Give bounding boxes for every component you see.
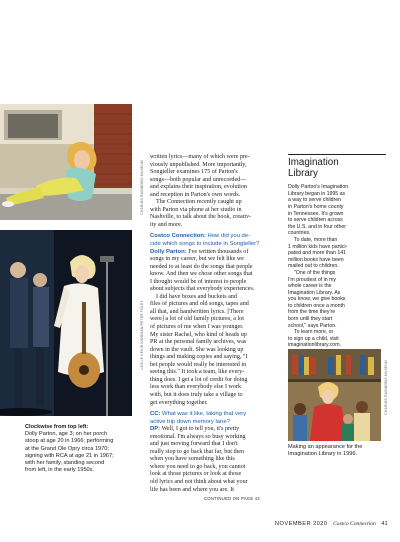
photo-porch-1966 <box>0 104 132 220</box>
continued-on-page: CONTINUED ON PAGE 42 <box>204 496 260 502</box>
article-line: know. And then we chose other songs that <box>150 271 253 278</box>
sidebar-line: to children once a month <box>288 302 345 309</box>
answer-text: Well, I got to tell you, it's pretty <box>161 426 240 433</box>
article-line: of pictures of me when I was younger. <box>150 324 244 331</box>
article-line: files of pictures and old songs, tapes and <box>150 301 249 308</box>
answer-line <box>150 249 274 257</box>
article-line: were] a lot of old family pictures, a lot <box>150 316 244 323</box>
sidebar-line: I'm proudest of in my <box>288 276 336 283</box>
caption-line: at the Grand Ole Opry circa 1970; <box>25 445 109 452</box>
article-line: and explains their inspiration, evolution <box>150 184 247 191</box>
sidebar-line: to serve children across <box>288 217 343 224</box>
answer-speaker-label: DP: <box>150 426 161 433</box>
article-line: about subjects that everybody experiences. <box>150 286 255 293</box>
footer-page-number: 41 <box>381 521 388 527</box>
sidebar-line: to sign up a child, visit <box>288 335 339 342</box>
article-line: seeing this." It took a team, like every- <box>150 369 245 376</box>
article-line: bet people would really be interested in <box>150 361 247 368</box>
article-line: really stop to go back that far, but then <box>150 448 245 455</box>
library-photo-art <box>288 349 381 441</box>
caption-line: stoop at age 20 in 1966; performing <box>25 438 114 445</box>
sidebar-line: you know, we give books <box>288 296 346 303</box>
sidebar-line: in Tennessee. It's grown <box>288 210 344 217</box>
article-line: The Connection recently caught up <box>156 199 242 206</box>
caption-line: signing with RCA at age 21 in 1967; <box>25 452 114 459</box>
question-line: active trip down memory lane? <box>150 418 230 425</box>
sidebar-line: imaginationlibrary.com. <box>288 342 341 349</box>
sidebar-line: Dolly Parton's Imagination <box>288 184 349 191</box>
article-line: emotional. I'm always so busy working <box>150 433 246 440</box>
article-line: and just moving forward that I don't <box>150 441 238 448</box>
sidebar-line: the U.S. and in four other <box>288 223 346 230</box>
caption-heading: Clockwise from top left: <box>25 424 89 430</box>
sidebar-line: "One of the things <box>294 269 336 276</box>
sidebar-line: Library began in 1995 as <box>288 190 346 197</box>
article-line: things and making copies and saying, "I <box>150 354 248 361</box>
article-line: songs in my career, but we felt like we <box>150 256 245 263</box>
caption-line: Dolly Parton, age 3; on her porch <box>25 431 108 438</box>
footer-issue-date: NOVEMBER 2020 <box>275 521 328 527</box>
sidebar-line: from the time they're <box>288 309 336 316</box>
page-footer <box>275 521 388 527</box>
sidebar-line: a way to serve children <box>288 197 342 204</box>
answer-speaker-label: Dolly Parton: <box>150 248 187 255</box>
sidebar-line: countries. <box>288 230 311 237</box>
sidebar-title <box>288 157 388 179</box>
article-line: Songteller examines 175 of Parton's <box>150 169 238 176</box>
photo-opry-collage <box>0 230 132 416</box>
article-line: less work than everybody else I work <box>150 384 242 391</box>
sidebar-body <box>288 184 388 355</box>
answer-line <box>150 426 274 434</box>
sidebar-line: Imagination Library. As <box>288 289 341 296</box>
caption-line: with her family, standing second <box>25 460 105 467</box>
article-line: PR at the personal family archives, was <box>150 339 247 346</box>
sidebar-line: million books have been <box>288 256 344 263</box>
article-line: and reception in Parton's own words. <box>150 191 241 198</box>
question-line: cide which songs to include in Songteller? <box>150 241 260 248</box>
sidebar-title-line: Imagination <box>288 157 339 169</box>
article-line: viously unpublished. More importantly, <box>150 161 247 168</box>
footer-magazine-name: Costco Connection <box>333 521 376 527</box>
answer-text: I've written thousands of <box>188 248 249 255</box>
sidebar-title-line: Library <box>288 168 318 180</box>
photo-credit-bottom-left: LESLIE KEVIN KINGMAN/PETER FOLEY <box>140 300 144 370</box>
left-photo-caption <box>25 424 143 474</box>
sidebar-line: To learn more, or <box>294 329 334 336</box>
article-line: with, but it does truly take a village to <box>150 391 243 398</box>
sidebar-line: school," says Parton. <box>288 322 337 329</box>
article-line: I did have boxes and buckets and <box>156 293 237 300</box>
photo-credit-top-left: CHARIOS RAINBOWS MUSEUM <box>140 160 144 215</box>
article-line: written lyrics—many of which were pre- <box>150 154 250 160</box>
article-line: My sister Rachel, who kind of heads up <box>150 331 247 338</box>
sidebar-line: mailed out to children. <box>288 263 339 270</box>
porch-photo-art <box>0 104 132 220</box>
question-speaker-label: CC: <box>150 411 161 418</box>
article-line: old lyrics and not think about what your <box>150 478 248 485</box>
sidebar-rule <box>288 154 386 155</box>
sidebar-line: whole career is the <box>288 283 332 290</box>
article-line: thing does. I get a lot of credit for doing <box>150 376 248 383</box>
article-line: down in the vault. She was looking up <box>150 346 244 353</box>
sidebar-line: 1 million kids have partici- <box>288 243 348 250</box>
article-line: look at those pictures or look at those <box>150 471 242 478</box>
question-text: How did you de- <box>207 233 251 240</box>
article-line: life has been and where you are. It <box>150 486 234 493</box>
right-photo-caption <box>288 444 388 458</box>
caption-line: from left, in the early 1950s. <box>25 467 95 474</box>
article-line: with Parton via phone at her studio in <box>150 206 242 213</box>
sidebar-line: born until they start <box>288 316 333 323</box>
article-line: where you need to go back, you cannot <box>150 463 246 470</box>
article-line: when you have something like this <box>150 456 235 463</box>
imagination-library-sidebar <box>288 154 388 356</box>
photo-library-appearance <box>288 349 381 441</box>
article-line: Nashville, to talk about the book, creativ- <box>150 214 252 221</box>
article-line: ity and more. <box>150 221 183 228</box>
article-line: get everything together. <box>150 399 208 406</box>
article-body <box>150 154 274 503</box>
caption-line: Imagination Library in 1996. <box>288 451 358 458</box>
question-line <box>150 233 274 241</box>
question-text: What was it like, taking that very <box>162 411 247 418</box>
question-line <box>150 411 274 419</box>
article-line: I thought would be of interest to people <box>150 278 247 285</box>
question-speaker-label: Costco Connection: <box>150 233 206 240</box>
opry-photo-art <box>0 230 132 416</box>
sidebar-line: in Parton's home county <box>288 203 344 210</box>
photo-credit-right: CHARIOS RAINBOWS MUSEUM <box>384 360 388 415</box>
caption-line: Making an appearance for the <box>288 444 363 450</box>
sidebar-line: pated and more than 141 <box>288 250 346 257</box>
sidebar-line: To date, more than <box>294 236 338 243</box>
article-line: all that, and handwritten lyrics. [There <box>150 308 244 315</box>
article-line: songs—both popular and unrecorded— <box>150 176 247 183</box>
article-line: needed to at least do the songs that people <box>150 263 253 270</box>
